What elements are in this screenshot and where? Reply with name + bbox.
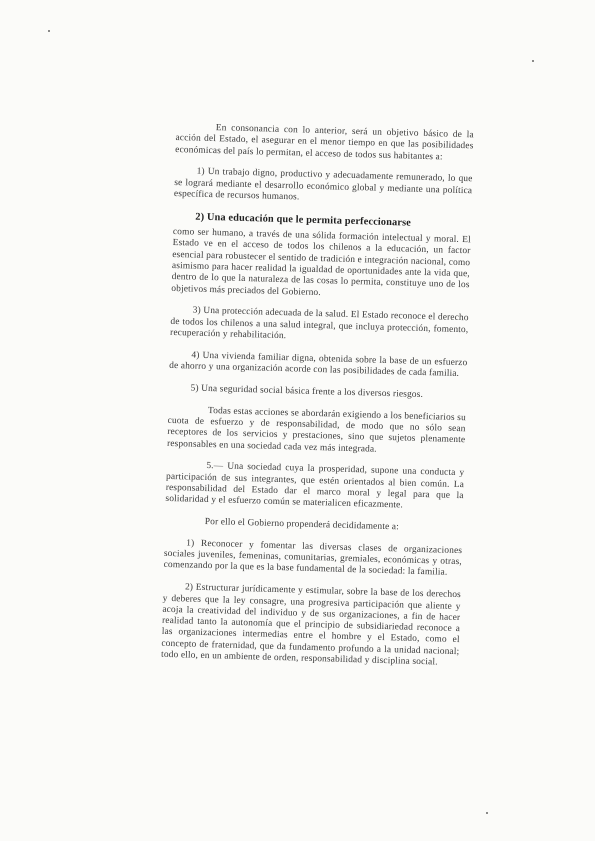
government-paragraph: Por ello el Gobierno propenderá decididamente a: bbox=[204, 516, 400, 533]
item-education-heading: 2) Una educación que le permita perfeccionarse bbox=[195, 211, 412, 229]
actions-paragraph: Todas estas acciones se abordarán exigiendo a los beneficiarios su cuota de esfuerzo y de responsabilidad, de modo que no sólo sean receptores de los servicios y prestaciones, sino que sujetos plenamente responsables en una sociedad cada vez más integrada. bbox=[166, 405, 466, 455]
item-participation: 2) Estructurar jurídicamente y estimular, sobre la base de los derechos y deberes que la ley consagre, una progresiva participación que aliente y acoja la creatividad del individuo y de sus organizaciones, a fin de hacer realidad tanto la autonomía que el principio de subsidiariedad reconoce a las organizaciones intermedias entre el hombre y el Estado, como el concepto de fraternidad, que da fundamento profundo a la unidad nacional; todo ello, en un ambiente de orden, responsabilidad y disciplina social. bbox=[160, 582, 462, 668]
item-housing: 4) Una vivienda familiar digna, obtenida sobre la base de un esfuerzo de ahorro y una organización acorde con las posibilidades de cada familia. bbox=[169, 350, 468, 380]
society-paragraph: 5.— Una sociedad cuya la prosperidad, supone una conducta y participación de sus integrantes, que estén orientados al bien común. La responsabilidad del Estado dar el marco moral y legal para que la solidaridad y el esfuerzo común se materialicen eficazmente. bbox=[165, 461, 465, 511]
item-organizations: 1) Reconocer y fomentar las diversas clases de organizaciones sociales juveniles, femeninas, comunitarias, gremiales, económicas y otras, comenzando por la que es la base fundamental de la sociedad: la familia. bbox=[163, 538, 463, 579]
item-education: como ser humano, a través de una sólida formación intelectual y moral. El Estado ve en el acceso de todos los chilenos a la educación, un factor esencial para robustecer el sentido de tradición e integración nacional, como asimismo para hacer realidad la igualdad de oportunidades ante la vida que, dentro de lo que la naturaleza de las cosas lo permita, constituye uno de los objetivos más preciados del Gobierno. bbox=[171, 227, 471, 298]
item-work: 1) Un trabajo digno, productivo y adecuadamente remunerado, lo que se logrará mediante el desarrollo económico global y mediante una política específica de recursos humanos. bbox=[173, 166, 473, 203]
document-body bbox=[161, 122, 474, 680]
item-health: 3) Una protección adecuada de la salud. El Estado reconoce el derecho de todos los chilenos a una salud integral, que incluya protección, fomento, recuperación y rehabilitación. bbox=[169, 305, 469, 342]
item-social-security: 5) Una seguridad social básica frente a los diversos riesgos. bbox=[190, 383, 424, 400]
intro-paragraph: En consonancia con lo anterior, será un objetivo básico de la acción del Estado, el asegurar en el menor tiempo en que las posibilidades económicas del país lo permitan, el acceso de todos sus habitantes a: bbox=[175, 123, 474, 163]
